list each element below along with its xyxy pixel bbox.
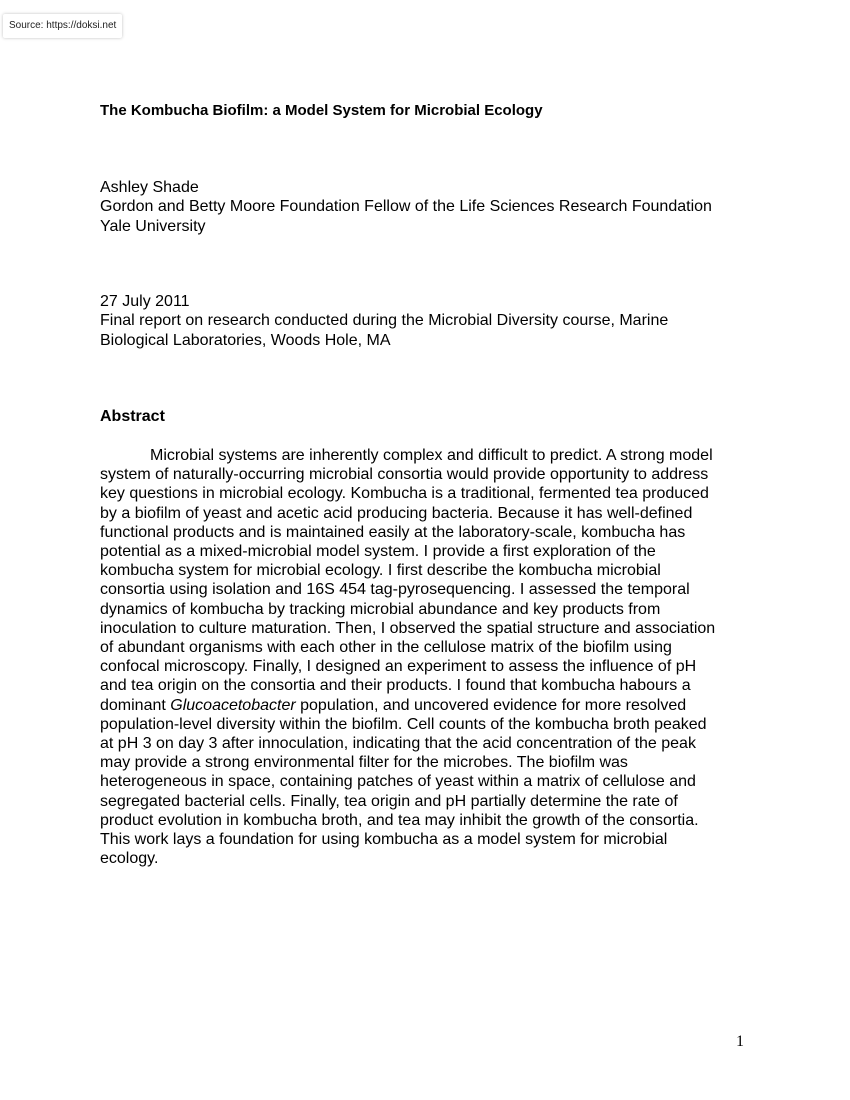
- abstract-line: inoculation to culture maturation. Then, I observed the spatial structure and association: [100, 619, 716, 637]
- abstract-line: dynamics of kombucha by tracking microbial abundance and key products from: [100, 600, 661, 618]
- report-description-line: Final report on research conducted during the Microbial Diversity course, Marine: [100, 312, 669, 330]
- abstract-line: system of naturally-occurring microbial consortia would provide opportunity to address: [100, 466, 709, 484]
- abstract-line: and tea origin on the consortia and their products. I found that kombucha habours a: [100, 677, 691, 695]
- abstract-line: at pH 3 on day 3 after innoculation, indicating that the acid concentration of the peak: [100, 735, 696, 753]
- abstract-line: product evolution in kombucha broth, and tea may inhibit the growth of the consortia.: [100, 811, 699, 829]
- abstract-line: population-level diversity within the biofilm. Cell counts of the kombucha broth peaked: [100, 715, 707, 733]
- abstract-text: population, and uncovered evidence for more resolved: [295, 696, 687, 714]
- page-title: The Kombucha Biofilm: a Model System for Microbial Ecology: [100, 102, 543, 119]
- author-name: Ashley Shade: [100, 179, 199, 196]
- page-number: 1: [736, 1033, 744, 1050]
- abstract-line-with-italic: [100, 696, 750, 715]
- organism-name-italic: Glucoacetobacter: [170, 696, 296, 714]
- abstract-line: of abundant organisms with each other in the cellulose matrix of the biofilm using: [100, 639, 672, 657]
- abstract-line: key questions in microbial ecology. Kombucha is a traditional, fermented tea produced: [100, 485, 709, 503]
- abstract-line: segregated bacterial cells. Finally, tea origin and pH partially determine the rate of: [100, 792, 678, 810]
- author-institution: Yale University: [100, 217, 206, 235]
- abstract-line: consortia using isolation and 16S 454 tag-pyrosequencing. I assessed the temporal: [100, 581, 690, 599]
- abstract-line: heterogeneous in space, containing patches of yeast within a matrix of cellulose and: [100, 773, 696, 791]
- abstract-body: [100, 446, 750, 868]
- abstract-line: by a biofilm of yeast and acetic acid producing bacteria. Because it has well-defined: [100, 504, 693, 522]
- author-block: [100, 178, 760, 236]
- abstract-line: This work lays a foundation for using kombucha as a model system for microbial: [100, 831, 668, 849]
- abstract-line: kombucha system for microbial ecology. I first describe the kombucha microbial: [100, 562, 661, 580]
- author-affiliation: Gordon and Betty Moore Foundation Fellow of the Life Sciences Research Foundation: [100, 198, 712, 216]
- abstract-heading: Abstract: [100, 408, 165, 425]
- abstract-line: ecology.: [100, 850, 159, 868]
- report-date: 27 July 2011: [100, 293, 190, 310]
- abstract-line: may provide a strong environmental filter for the microbes. The biofilm was: [100, 754, 628, 772]
- source-label: Source: https://doksi.net: [3, 14, 122, 38]
- report-description-line: Biological Laboratories, Woods Hole, MA: [100, 331, 391, 349]
- abstract-line: potential as a mixed-microbial model system. I provide a first exploration of the: [100, 543, 656, 561]
- abstract-line: Microbial systems are inherently complex and difficult to predict. A strong model: [150, 447, 713, 464]
- abstract-text: dominant: [100, 696, 171, 714]
- abstract-line: functional products and is maintained easily at the laboratory-scale, kombucha has: [100, 523, 686, 541]
- abstract-line: confocal microscopy. Finally, I designed an experiment to assess the influence of pH: [100, 658, 697, 676]
- report-info-block: [100, 292, 760, 350]
